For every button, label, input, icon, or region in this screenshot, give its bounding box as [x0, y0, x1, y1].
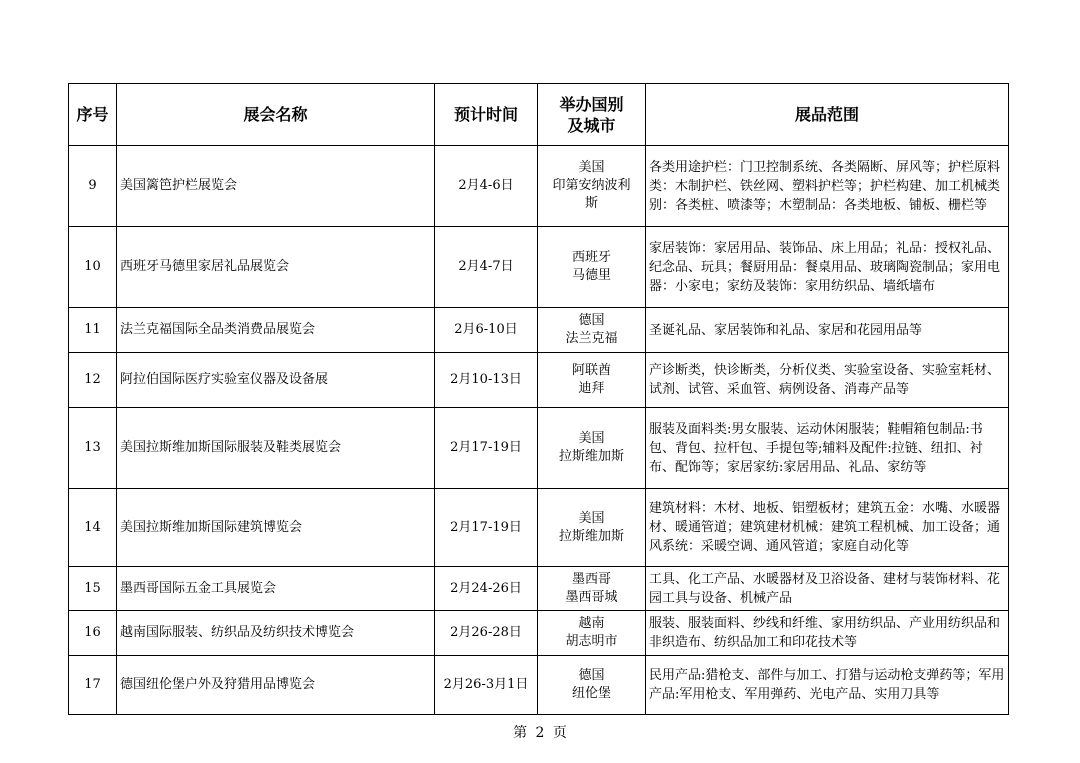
table-row — [69, 146, 1009, 227]
expo-name: 美国拉斯维加斯国际服装及鞋类展览会 — [117, 408, 435, 489]
expo-location: 越南 胡志明市 — [538, 611, 646, 656]
table-row — [69, 567, 1009, 611]
row-number: 9 — [69, 146, 117, 227]
expo-date: 2月17-19日 — [435, 408, 538, 489]
expo-name: 法兰克福国际全品类消费品展览会 — [117, 308, 435, 353]
expo-scope: 产诊断类，快诊断类，分析仪类、实验室设备、实验室耗材、试剂、试管、采血管、病例设备、消毒产品等 — [646, 353, 1009, 408]
exhibition-table — [68, 83, 1009, 715]
expo-name: 美国篱笆护栏展览会 — [117, 146, 435, 227]
row-number: 11 — [69, 308, 117, 353]
row-number: 17 — [69, 656, 117, 715]
table-row — [69, 308, 1009, 353]
header-row — [69, 84, 1009, 146]
row-number: 16 — [69, 611, 117, 656]
expo-date: 2月24-26日 — [435, 567, 538, 611]
expo-location: 德国 法兰克福 — [538, 308, 646, 353]
expo-location: 美国 印第安纳波利 斯 — [538, 146, 646, 227]
expo-scope: 家居装饰：家居用品、装饰品、床上用品；礼品：授权礼品、纪念品、玩具；餐厨用品：餐桌用品、玻璃陶瓷制品；家用电器：小家电；家纺及装饰：家用纺织品、墙纸墙布 — [646, 227, 1009, 308]
page-number: 第 2 页 — [513, 725, 567, 741]
table-row — [69, 353, 1009, 408]
expo-scope: 建筑材料：木材、地板、铝塑板材；建筑五金：水嘴、水暖器材、暖通管道；建筑建材机械：建筑工程机械、加工设备；通风系统：采暖空调、通风管道；家庭自动化等 — [646, 489, 1009, 567]
expo-date: 2月10-13日 — [435, 353, 538, 408]
header-name: 展会名称 — [117, 84, 435, 146]
expo-name: 美国拉斯维加斯国际建筑博览会 — [117, 489, 435, 567]
expo-date: 2月26-3月1日 — [435, 656, 538, 715]
expo-name: 德国纽伦堡户外及狩猎用品博览会 — [117, 656, 435, 715]
header-place: 举办国别 及城市 — [538, 84, 646, 146]
expo-location: 美国 拉斯维加斯 — [538, 489, 646, 567]
expo-scope: 工具、化工产品、水暖器材及卫浴设备、建材与装饰材料、花园工具与设备、机械产品 — [646, 567, 1009, 611]
table-row — [69, 611, 1009, 656]
expo-scope: 各类用途护栏：门卫控制系统、各类隔断、屏风等；护栏原料类：木制护栏、铁丝网、塑料护栏等；护栏构建、加工机械类别：各类桩、喷漆等；木塑制品：各类地板、铺板、栅栏等 — [646, 146, 1009, 227]
table-row — [69, 489, 1009, 567]
expo-date: 2月6-10日 — [435, 308, 538, 353]
expo-date: 2月4-6日 — [435, 146, 538, 227]
header-scope: 展品范围 — [646, 84, 1009, 146]
row-number: 14 — [69, 489, 117, 567]
table-row — [69, 656, 1009, 715]
row-number: 10 — [69, 227, 117, 308]
expo-location: 西班牙 马德里 — [538, 227, 646, 308]
expo-date: 2月17-19日 — [435, 489, 538, 567]
expo-location: 美国 拉斯维加斯 — [538, 408, 646, 489]
row-number: 12 — [69, 353, 117, 408]
expo-name: 阿拉伯国际医疗实验室仪器及设备展 — [117, 353, 435, 408]
expo-scope: 圣诞礼品、家居装饰和礼品、家居和花园用品等 — [646, 308, 1009, 353]
header-no: 序号 — [69, 84, 117, 146]
expo-name: 西班牙马德里家居礼品展览会 — [117, 227, 435, 308]
expo-name: 越南国际服装、纺织品及纺织技术博览会 — [117, 611, 435, 656]
expo-location: 墨西哥 墨西哥城 — [538, 567, 646, 611]
expo-name: 墨西哥国际五金工具展览会 — [117, 567, 435, 611]
table-row — [69, 227, 1009, 308]
expo-scope: 服装及面料类:男女服装、运动休闲服装；鞋帽箱包制品:书包、背包、拉杆包、手提包等;辅料及配件:拉链、纽扣、衬布、配饰等；家居家纺:家居用品、礼品、家纺等 — [646, 408, 1009, 489]
table-row — [69, 408, 1009, 489]
expo-location: 阿联酋 迪拜 — [538, 353, 646, 408]
expo-date: 2月4-7日 — [435, 227, 538, 308]
header-time: 预计时间 — [435, 84, 538, 146]
expo-scope: 服装、服装面料、纱线和纤维、家用纺织品、产业用纺织品和非织造布、纺织品加工和印花技术等 — [646, 611, 1009, 656]
row-number: 15 — [69, 567, 117, 611]
expo-scope: 民用产品:猎枪支、部件与加工、打猎与运动枪支弹药等；军用产品:军用枪支、军用弹药、光电产品、实用刀具等 — [646, 656, 1009, 715]
row-number: 13 — [69, 408, 117, 489]
expo-location: 德国 纽伦堡 — [538, 656, 646, 715]
expo-date: 2月26-28日 — [435, 611, 538, 656]
